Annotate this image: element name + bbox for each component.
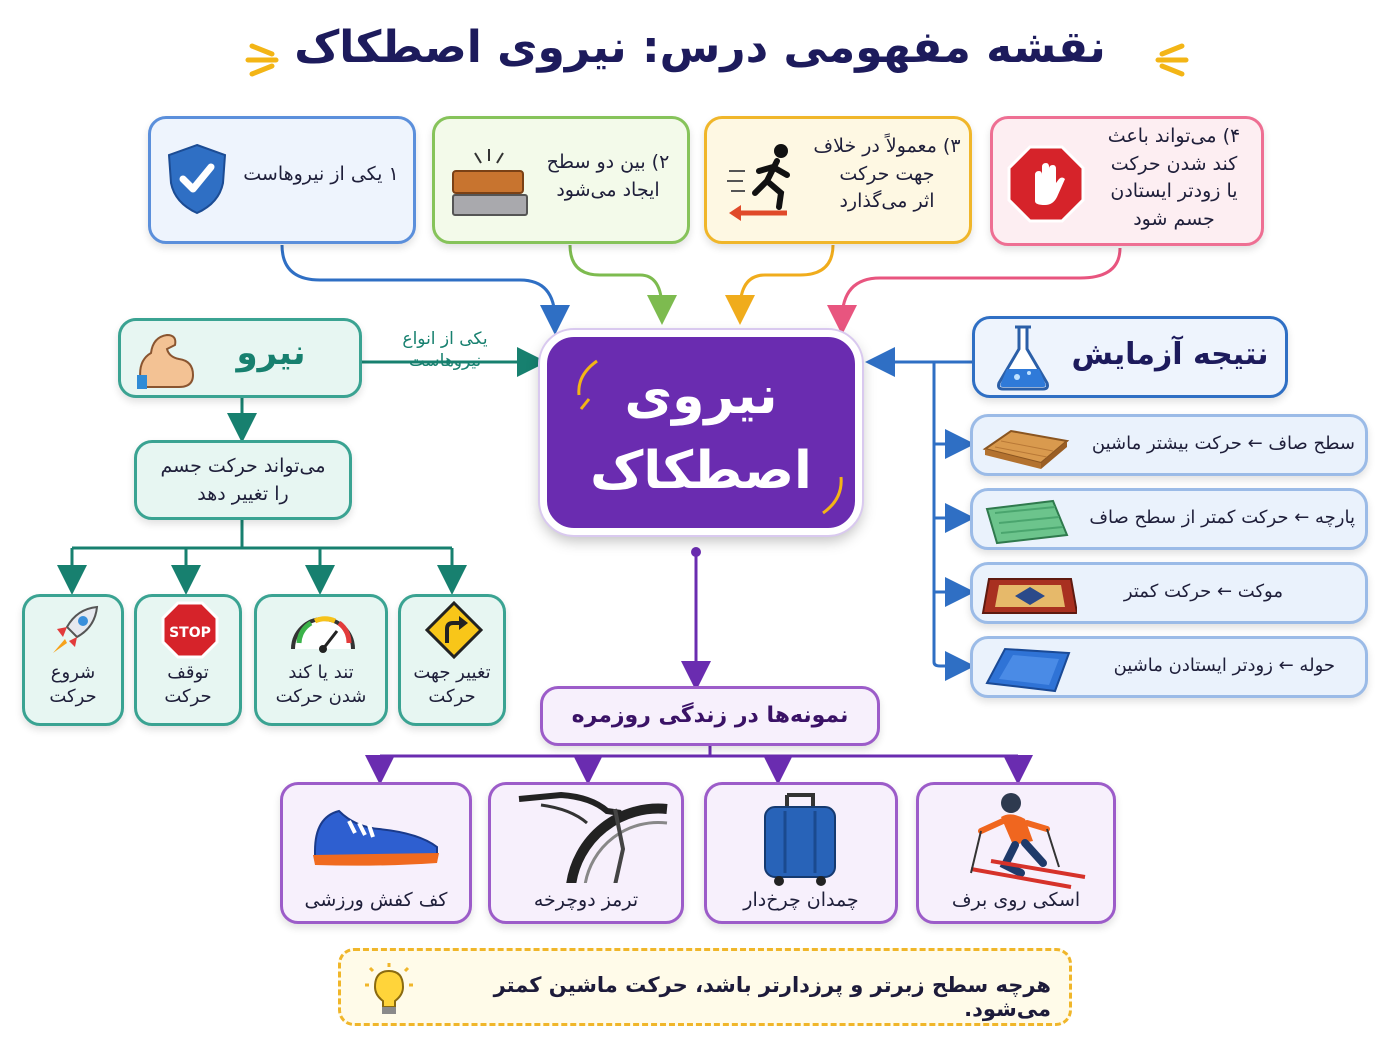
experiment-row-text: موکت ← حرکت کمتر	[1123, 581, 1283, 602]
flexed-arm-icon	[133, 327, 199, 391]
example-text: اسکی روی برف	[951, 889, 1081, 911]
experiment-row-carpet	[970, 562, 1368, 624]
effect-text-speed: تند یا کند شدن حرکت	[275, 662, 367, 708]
rocket-icon	[47, 603, 103, 659]
force-link-label: یکی از انواع نیروهاست	[402, 329, 488, 372]
experiment-row-text: حوله ← زودتر ایستادن ماشین	[1113, 655, 1335, 676]
stop-hand-icon	[1007, 145, 1085, 223]
force-title: نیرو	[236, 333, 306, 373]
central-concept	[540, 330, 862, 535]
experiment-row-cloth	[970, 488, 1368, 550]
cloth-icon	[983, 497, 1069, 545]
example-card-suitcase	[704, 782, 898, 924]
example-card-shoe	[280, 782, 472, 924]
suitcase-icon	[759, 791, 841, 887]
towel-icon	[983, 643, 1073, 695]
summary-note	[338, 948, 1072, 1026]
effect-text-direction: تغییر جهت حرکت	[413, 662, 491, 708]
carpet-icon	[981, 571, 1077, 619]
block-on-surface-icon	[447, 147, 531, 221]
stop-sign-icon	[161, 601, 219, 659]
experiment-row-text: سطح صاف ← حرکت بیشتر ماشین	[1091, 433, 1355, 454]
experiment-node	[972, 316, 1288, 398]
effect-text-start: شروع حرکت	[49, 662, 97, 708]
effect-card-stop	[134, 594, 242, 726]
effect-card-speed	[254, 594, 388, 726]
wood-surface-icon	[981, 423, 1071, 471]
example-card-brake	[488, 782, 684, 924]
fact-text-4: ۴) می‌تواند باعث کند شدن حرکت یا زودتر ایستادن جسم شود	[1107, 125, 1241, 230]
sparkle-icon	[242, 36, 288, 82]
example-text: چمدان چرخ‌دار	[743, 889, 859, 911]
experiment-title: نتیجه آزمایش	[1071, 337, 1269, 372]
skier-icon	[951, 789, 1091, 889]
summary-text: هرچه سطح زبرتر و پرزدارتر باشد، حرکت ماشین کمتر می‌شود.	[493, 973, 1051, 1021]
running-person-icon	[725, 141, 809, 221]
sparkle-icon	[813, 463, 853, 523]
examples-title: نمونه‌ها در زندگی روزمره	[540, 686, 880, 746]
sparkle-icon	[1146, 36, 1192, 82]
effect-card-start	[22, 594, 124, 726]
fact-card-2	[432, 116, 690, 244]
example-text: کف کفش ورزشی	[304, 889, 448, 911]
effect-text-stop: توقف حرکت	[164, 662, 212, 708]
page-title: نقشه مفهومی درس: نیروی اصطکاک	[294, 22, 1106, 73]
shield-check-icon	[165, 141, 229, 217]
central-concept-title: نیروی اصطکاک	[590, 366, 812, 502]
fact-text-3: ۳) معمولاً در خلاف جهت حرکت اثر می‌گذارد	[813, 135, 961, 213]
bicycle-brake-icon	[511, 789, 671, 883]
experiment-row-smooth	[970, 414, 1368, 476]
force-description: می‌تواند حرکت جسم را تغییر دهد	[134, 440, 352, 520]
example-text: ترمز دوچرخه	[533, 889, 639, 911]
fact-card-1	[148, 116, 416, 244]
force-node	[118, 318, 362, 398]
lightbulb-icon	[363, 961, 415, 1017]
fact-card-4	[990, 116, 1264, 246]
turn-sign-icon	[425, 601, 483, 659]
fact-text-2: ۲) بین دو سطح ایجاد می‌شود	[546, 151, 670, 201]
experiment-row-text: پارچه ← حرکت کمتر از سطح صاف	[1089, 507, 1355, 528]
fact-card-3	[704, 116, 972, 244]
sparkle-icon	[567, 355, 607, 415]
speedometer-icon	[287, 603, 359, 655]
flask-icon	[993, 323, 1053, 393]
sneaker-icon	[309, 797, 445, 873]
example-card-ski	[916, 782, 1116, 924]
experiment-row-towel	[970, 636, 1368, 698]
stop-sign-text: STOP	[169, 625, 211, 641]
effect-card-direction	[398, 594, 506, 726]
fact-text-1: ۱ یکی از نیروهاست	[243, 163, 399, 185]
